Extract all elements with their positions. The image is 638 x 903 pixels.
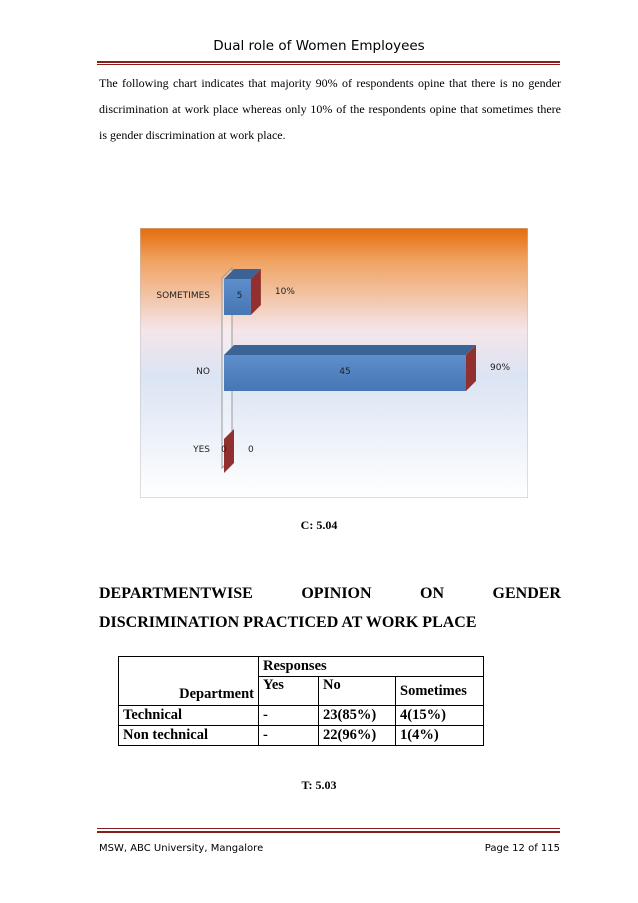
intro-paragraph: The following chart indicates that majority 90% of respondents opine that there is no gender discrimination at work place whereas only 10% of the respondents opine that sometimes there is gender discrimination at work place.: [99, 76, 561, 142]
cell-no: 23(85%): [319, 706, 396, 726]
data-label: 5: [236, 291, 243, 301]
bar-top-face: [224, 345, 476, 355]
cell-department: Technical: [119, 706, 259, 726]
responses-table: [118, 656, 484, 746]
percent-label: 0: [248, 445, 254, 455]
cell-yes: -: [259, 706, 319, 726]
section-heading-line1: [99, 585, 561, 603]
heading-word: GENDER: [492, 585, 561, 602]
gender-discrimination-chart: [140, 228, 528, 498]
footer-divider: [97, 831, 560, 833]
heading-word: OPINION: [301, 585, 372, 602]
data-label: 0: [221, 445, 227, 455]
cell-department: Non technical: [119, 726, 259, 746]
cell-yes: -: [259, 726, 319, 746]
heading-word: ON: [420, 585, 445, 602]
table-row: [119, 726, 484, 746]
cell-no: 22(96%): [319, 726, 396, 746]
section-heading-line2: DISCRIMINATION PRACTICED AT WORK PLACE: [99, 614, 477, 631]
header-divider: [97, 61, 560, 63]
department-header: Department: [119, 657, 259, 706]
page-header-title: Dual role of Women Employees: [213, 38, 425, 54]
cell-sometimes: 1(4%): [396, 726, 484, 746]
category-label: SOMETIMES: [156, 291, 210, 301]
table-header-row: [119, 657, 484, 677]
footer-page-number: Page 12 of 115: [484, 843, 560, 854]
heading-word: DEPARTMENTWISE: [99, 585, 253, 602]
table-row: [119, 706, 484, 726]
category-label: NO: [196, 367, 210, 377]
category-label: YES: [193, 445, 210, 455]
cell-sometimes: 4(15%): [396, 706, 484, 726]
responses-header: Responses: [259, 657, 484, 677]
table-caption: T: 5.03: [301, 778, 337, 792]
chart-svg: [140, 228, 528, 498]
footer-university: MSW, ABC University, Mangalore: [99, 843, 264, 854]
col-header-no: No: [319, 677, 396, 706]
footer-divider-thin: [97, 828, 560, 829]
percent-label: 10%: [274, 287, 295, 297]
col-header-yes: Yes: [259, 677, 319, 706]
chart-caption: C: 5.04: [300, 518, 338, 532]
percent-label: 90%: [490, 363, 511, 373]
col-header-sometimes: Sometimes: [396, 677, 484, 706]
header-divider-thin: [97, 64, 560, 65]
data-label: 45: [339, 367, 351, 377]
